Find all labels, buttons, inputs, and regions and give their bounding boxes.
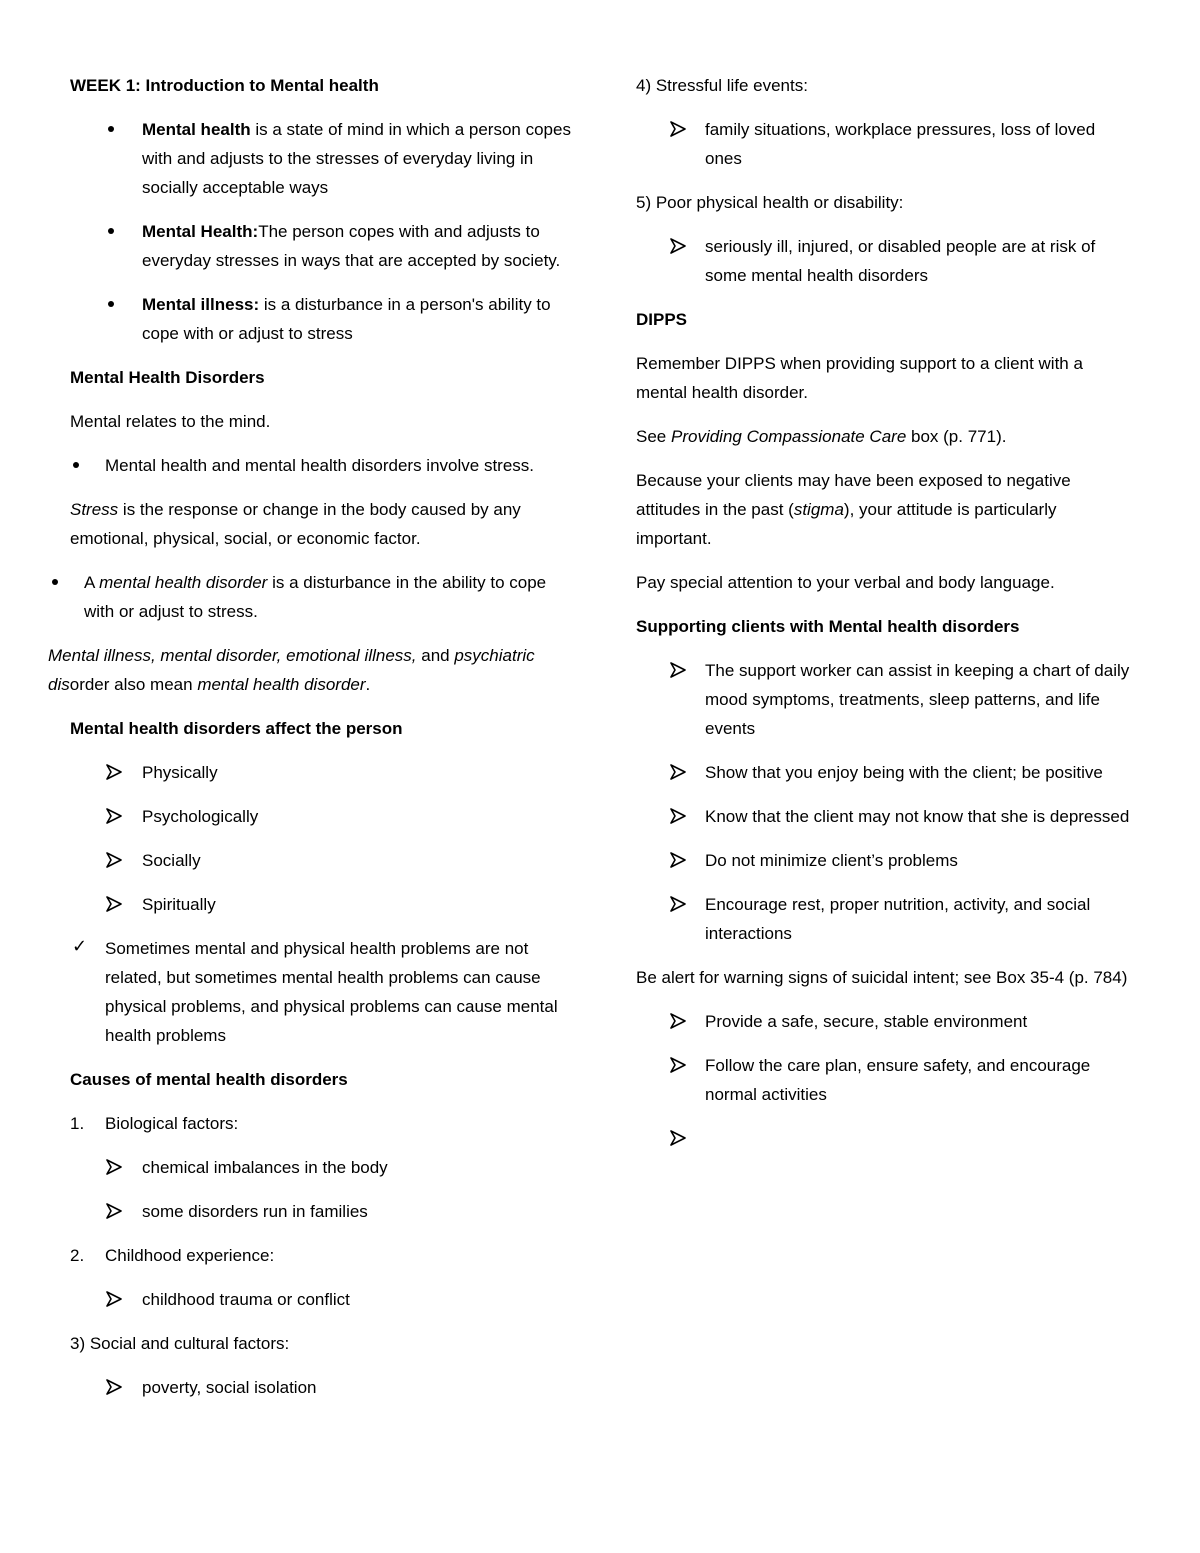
term: Mental Health:: [142, 222, 259, 241]
synonym-term: psychiatric dis: [48, 646, 535, 694]
paragraph: Be alert for warning signs of suicidal intent; see Box 35-4 (p. 784): [636, 968, 1128, 987]
term: mental health disorder: [99, 573, 268, 592]
text: Because your clients may have been exposed to negative attitudes in the past (: [636, 471, 1071, 519]
bullet-dot-icon: [108, 126, 114, 132]
arrowhead-bullet-icon: [670, 662, 686, 678]
list-item: [636, 846, 1136, 875]
list-item: [70, 1373, 580, 1402]
list-item-text: seriously ill, injured, or disabled people are at risk of some mental health disorders: [705, 237, 1096, 285]
list-item-text: Physically: [142, 763, 218, 782]
numbered-item-text: Childhood experience:: [105, 1246, 275, 1265]
list-item: [70, 846, 580, 875]
list-item-text: Mental health and mental health disorders involve stress.: [105, 456, 535, 475]
arrowhead-bullet-icon: [670, 896, 686, 912]
list-item: [636, 802, 1136, 831]
term: mental health disorder: [197, 675, 366, 694]
definition-text: is a disturbance in a person's ability to cope with or adjust to stress: [142, 295, 551, 343]
list-item-empty: [636, 1124, 1136, 1153]
numbered-item: [70, 1109, 580, 1138]
arrowhead-bullet-icon: [106, 1291, 122, 1307]
list-item: [70, 758, 580, 787]
list-item: [70, 1153, 580, 1182]
list-item: [636, 1007, 1136, 1036]
arrowhead-bullet-icon: [670, 1013, 686, 1029]
arrowhead-bullet-icon: [670, 121, 686, 137]
list-item-text: Encourage rest, proper nutrition, activity, and social interactions: [705, 895, 1091, 943]
list-item-text: family situations, workplace pressures, loss of loved ones: [705, 120, 1096, 168]
list-item: [636, 232, 1136, 290]
list-item: [636, 656, 1136, 743]
right-column: [636, 71, 1136, 1168]
list-item-text: childhood trauma or conflict: [142, 1290, 350, 1309]
bullet-dot-icon: [52, 579, 58, 585]
definition-text: The person copes with and adjusts to everyday stresses in ways that are accepted by society.: [142, 222, 561, 270]
list-item: [70, 802, 580, 831]
text: order also mean: [69, 675, 198, 694]
list-item-text: Follow the care plan, ensure safety, and encourage normal activities: [705, 1056, 1091, 1104]
see-reference: [636, 422, 1136, 451]
definition-bullet: [70, 290, 580, 348]
arrowhead-bullet-icon: [670, 1130, 686, 1146]
list-item: [636, 1051, 1136, 1109]
arrowhead-bullet-icon: [670, 238, 686, 254]
paragraph: Pay special attention to your verbal and body language.: [636, 573, 1055, 592]
list-item: [636, 890, 1136, 948]
arrowhead-bullet-icon: [106, 808, 122, 824]
section-heading: Mental health disorders affect the person: [70, 719, 403, 738]
text: .: [365, 675, 371, 694]
check-item: [70, 934, 580, 1050]
left-column: [48, 71, 580, 1417]
text: is a disturbance in the ability to cope with or adjust to stress.: [84, 573, 547, 621]
section-heading: Causes of mental health disorders: [70, 1070, 348, 1089]
definition-text: is a state of mind in which a person copes with and adjusts to the stresses of everyday living in socially acceptable ways: [142, 120, 571, 197]
arrowhead-bullet-icon: [106, 1159, 122, 1175]
text: A: [84, 573, 100, 592]
list-item: [70, 890, 580, 919]
number-label: 2.: [70, 1246, 85, 1265]
numbered-heading: 5) Poor physical health or disability:: [636, 193, 904, 212]
definition-bullet: [70, 217, 580, 275]
term: Mental health: [142, 120, 251, 139]
list-item: [70, 1197, 580, 1226]
synonyms-paragraph: [48, 641, 580, 699]
section-heading: DIPPS: [636, 310, 688, 329]
arrowhead-bullet-icon: [670, 764, 686, 780]
list-item-text: poverty, social isolation: [142, 1378, 317, 1397]
text: See: [636, 427, 671, 446]
arrowhead-bullet-icon: [670, 1057, 686, 1073]
list-item: [636, 115, 1136, 173]
paragraph: [636, 466, 1136, 553]
bullet-dot-icon: [108, 301, 114, 307]
list-item: [70, 1285, 580, 1314]
list-item-text: some disorders run in families: [142, 1202, 368, 1221]
list-item-text: chemical imbalances in the body: [142, 1158, 388, 1177]
section-heading: Mental Health Disorders: [70, 368, 265, 387]
arrowhead-bullet-icon: [106, 764, 122, 780]
week-title: WEEK 1: Introduction to Mental health: [70, 76, 379, 95]
stress-term: Stress: [70, 500, 119, 519]
bullet-dot-icon: [108, 228, 114, 234]
list-item-text: Do not minimize client’s problems: [705, 851, 958, 870]
list-item-text: Psychologically: [142, 807, 259, 826]
synonym-terms: Mental illness, mental disorder, emotional illness,: [48, 646, 417, 665]
stress-definition: [70, 495, 580, 553]
list-item-text: Spiritually: [142, 895, 216, 914]
box-title: Providing Compassionate Care: [670, 427, 907, 446]
list-item-text: Socially: [142, 851, 201, 870]
paragraph: Remember DIPPS when providing support to a client with a mental health disorder.: [636, 354, 1083, 402]
arrowhead-bullet-icon: [670, 852, 686, 868]
list-item: [70, 451, 580, 480]
numbered-heading: 4) Stressful life events:: [636, 76, 808, 95]
bullet-dot-icon: [73, 462, 79, 468]
checkmark-icon: ✓: [72, 936, 88, 957]
arrowhead-bullet-icon: [106, 1379, 122, 1395]
text: box (p. 771).: [906, 427, 1007, 446]
paragraph: Mental relates to the mind.: [70, 412, 271, 431]
arrowhead-bullet-icon: [670, 808, 686, 824]
check-item-text: Sometimes mental and physical health problems are not related, but sometimes mental health problems can cause physical problems, and physical problems can cause mental health problems: [105, 939, 558, 1045]
list-item-text: The support worker can assist in keeping a chart of daily mood symptoms, treatments, sleep patterns, and life events: [705, 661, 1130, 738]
definition-bullet: [70, 115, 580, 202]
section-heading: Supporting clients with Mental health disorders: [636, 617, 1020, 636]
arrowhead-bullet-icon: [106, 896, 122, 912]
stress-definition-text: is the response or change in the body caused by any emotional, physical, social, or economic factor.: [70, 500, 521, 548]
numbered-heading: 3) Social and cultural factors:: [70, 1334, 290, 1353]
text: ), your attitude is particularly important.: [636, 500, 1057, 548]
list-item: [70, 568, 580, 626]
numbered-item-text: Biological factors:: [105, 1114, 239, 1133]
list-item-text: Know that the client may not know that she is depressed: [705, 807, 1130, 826]
term: stigma: [793, 500, 844, 519]
list-item-text: Show that you enjoy being with the client; be positive: [705, 763, 1103, 782]
arrowhead-bullet-icon: [106, 852, 122, 868]
numbered-item: [70, 1241, 580, 1270]
list-item-text: Provide a safe, secure, stable environment: [705, 1012, 1028, 1031]
arrowhead-bullet-icon: [106, 1203, 122, 1219]
list-item: [636, 758, 1136, 787]
term: Mental illness:: [142, 295, 260, 314]
text: and: [416, 646, 455, 665]
number-label: 1.: [70, 1114, 85, 1133]
